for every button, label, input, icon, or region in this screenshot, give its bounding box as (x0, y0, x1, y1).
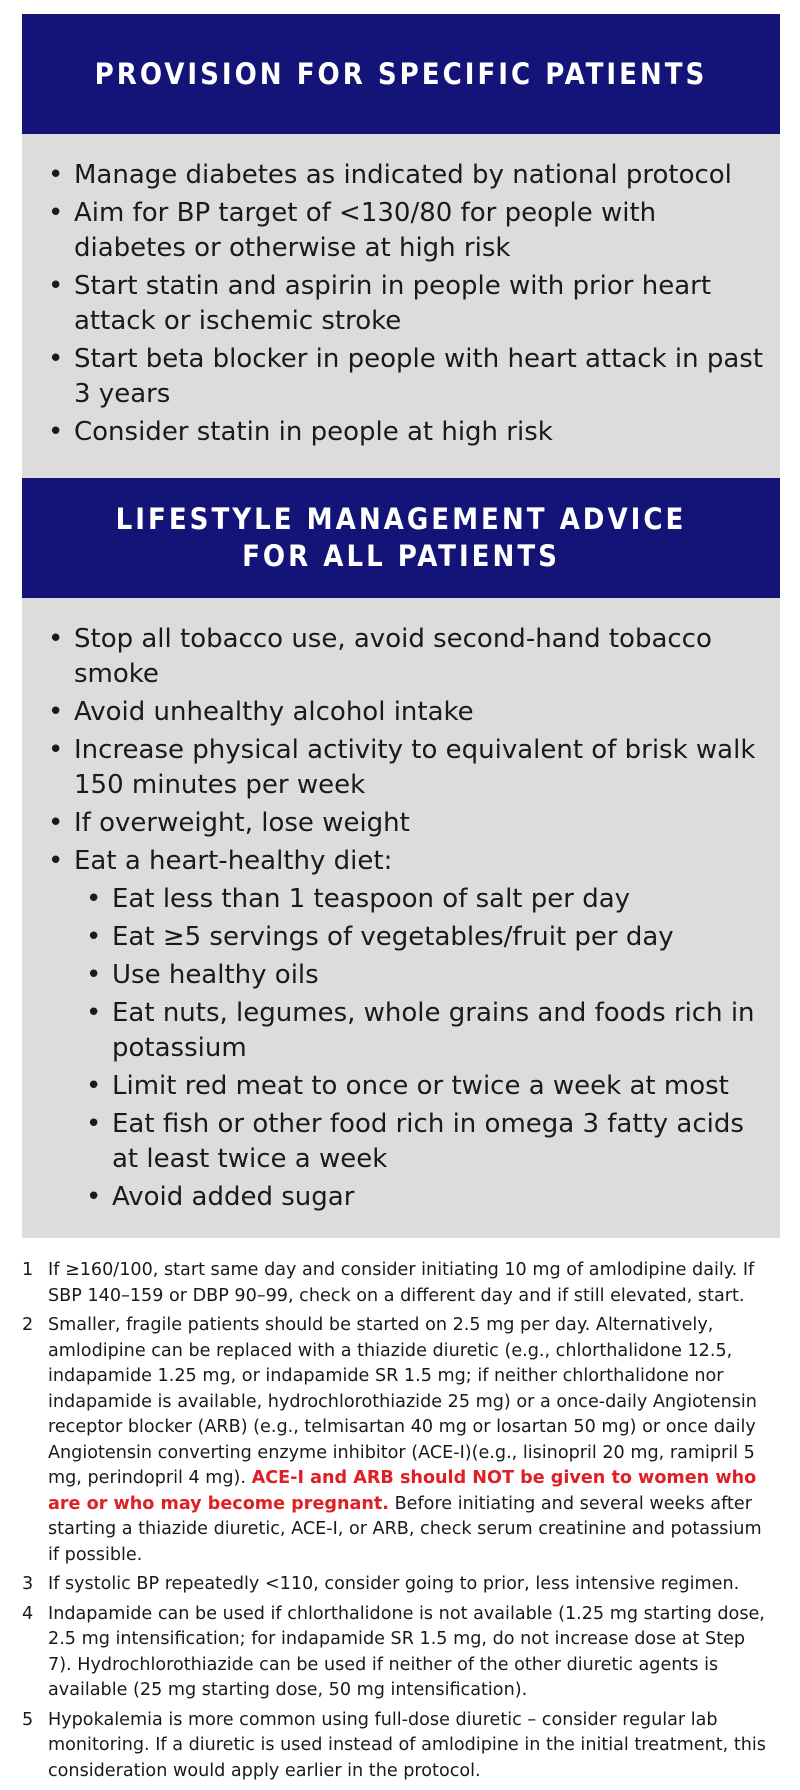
list-item: • Consider statin in people at high risk (22, 415, 780, 450)
specific-patients-list (22, 134, 780, 450)
footnote-number: 4 (22, 1603, 34, 1624)
footnote-number: 2 (22, 1315, 34, 1335)
sub-list-item: • Avoid added sugar (22, 1180, 780, 1215)
footnote (22, 1602, 780, 1704)
list-item: • Increase physical activity to equivalent of brisk walk 150 minutes per week (22, 733, 780, 803)
footnotes (22, 1258, 780, 1788)
footnote (22, 1313, 780, 1568)
footnote-text: Hypokalemia is more common using full-dose diuretic – consider regular lab monitoring. If a diuretic is used instead of amlodipine in the initial treatment, this consideration would apply earlier in the protocol. (48, 1709, 766, 1781)
section-header-lifestyle (22, 478, 780, 598)
sub-list-item: • Eat ≥5 servings of vegetables/fruit per day (22, 920, 780, 955)
lifestyle-list (22, 598, 780, 1215)
lifestyle-panel (22, 598, 780, 1238)
footnote (22, 1258, 780, 1309)
sub-list-item: • Limit red meat to once or twice a week at most (22, 1069, 780, 1104)
section-title: PROVISION FOR SPECIFIC PATIENTS (94, 56, 708, 91)
list-item: • Stop all tobacco use, avoid second-hand tobacco smoke (22, 622, 780, 692)
footnote-text: Indapamide can be used if chlorthalidone is not available (1.25 mg starting dose, 2.5 mg intensification; for indapamide SR 1.5 mg, do not increase dose at Step 7). Hydrochlorothiazide can be used if neither of the other diuretic agents is available (25 mg starting dose, 50 mg intensification). (48, 1603, 765, 1700)
footnote (22, 1572, 780, 1598)
list-item: • Start beta blocker in people with heart attack in past 3 years (22, 342, 780, 412)
footnote-text-part: Smaller, fragile patients should be started on 2.5 mg per day. Alternatively, amlodipine can be replaced with a thiazide diuretic (e.g., chlorthalidone 12.5, indapamide 1.25 mg, or indapamide SR 1.5 mg; if neither chlorthalidone nor indapamide is available, hydrochlorothiazide 25 mg) or a once-daily Angiotensin receptor blocker (ARB) (e.g., telmisartan 40 mg or losartan 50 mg) or once daily Angiotensin converting enzyme inhibitor (ACE-I)(e.g., lisinopril 20 mg, ramipril 5 mg, perindopril 4 mg). (48, 1315, 757, 1488)
footnote (22, 1708, 780, 1785)
footnote-number: 3 (22, 1574, 34, 1594)
list-item: • If overweight, lose weight (22, 806, 780, 841)
list-item: • Start statin and aspirin in people with prior heart attack or ischemic stroke (22, 269, 780, 339)
specific-patients-panel (22, 134, 780, 478)
footnote-text: If systolic BP repeatedly <110, consider going to prior, less intensive regimen. (48, 1574, 740, 1594)
sub-list-item: • Use healthy oils (22, 958, 780, 993)
footnote-number: 1 (22, 1260, 34, 1280)
section-title-line-2: FOR ALL PATIENTS (242, 539, 560, 573)
list-item: • Aim for BP target of <130/80 for people with diabetes or otherwise at high risk (22, 196, 780, 266)
footnote-text-part: Before initiating and several weeks after starting a thiazide diuretic, ACE-I, or ARB, check serum creatinine and potassium if possible. (48, 1493, 762, 1565)
sub-list-item: • Eat fish or other food rich in omega 3 fatty acids at least twice a week (22, 1107, 780, 1177)
footnote-text (48, 1313, 780, 1568)
footnote-text: If ≥160/100, start same day and consider initiating 10 mg of amlodipine daily. If SBP 140–159 or DBP 90–99, check on a different day and if still elevated, start. (48, 1260, 755, 1306)
sub-list-item: • Eat nuts, legumes, whole grains and foods rich in potassium (22, 996, 780, 1066)
pregnancy-warning: ACE-I and ARB should NOT be given to women who are or who may become pregnant. (48, 1468, 757, 1514)
list-item: • Manage diabetes as indicated by national protocol (22, 158, 780, 193)
section-header-specific-patients (22, 14, 780, 134)
sub-list-item: • Eat less than 1 teaspoon of salt per day (22, 882, 780, 917)
section-title-line-1: LIFESTYLE MANAGEMENT ADVICE (115, 502, 687, 536)
list-item: • Avoid unhealthy alcohol intake (22, 695, 780, 730)
list-item: • Eat a heart-healthy diet: (22, 844, 780, 879)
footnote-number: 5 (22, 1709, 34, 1730)
